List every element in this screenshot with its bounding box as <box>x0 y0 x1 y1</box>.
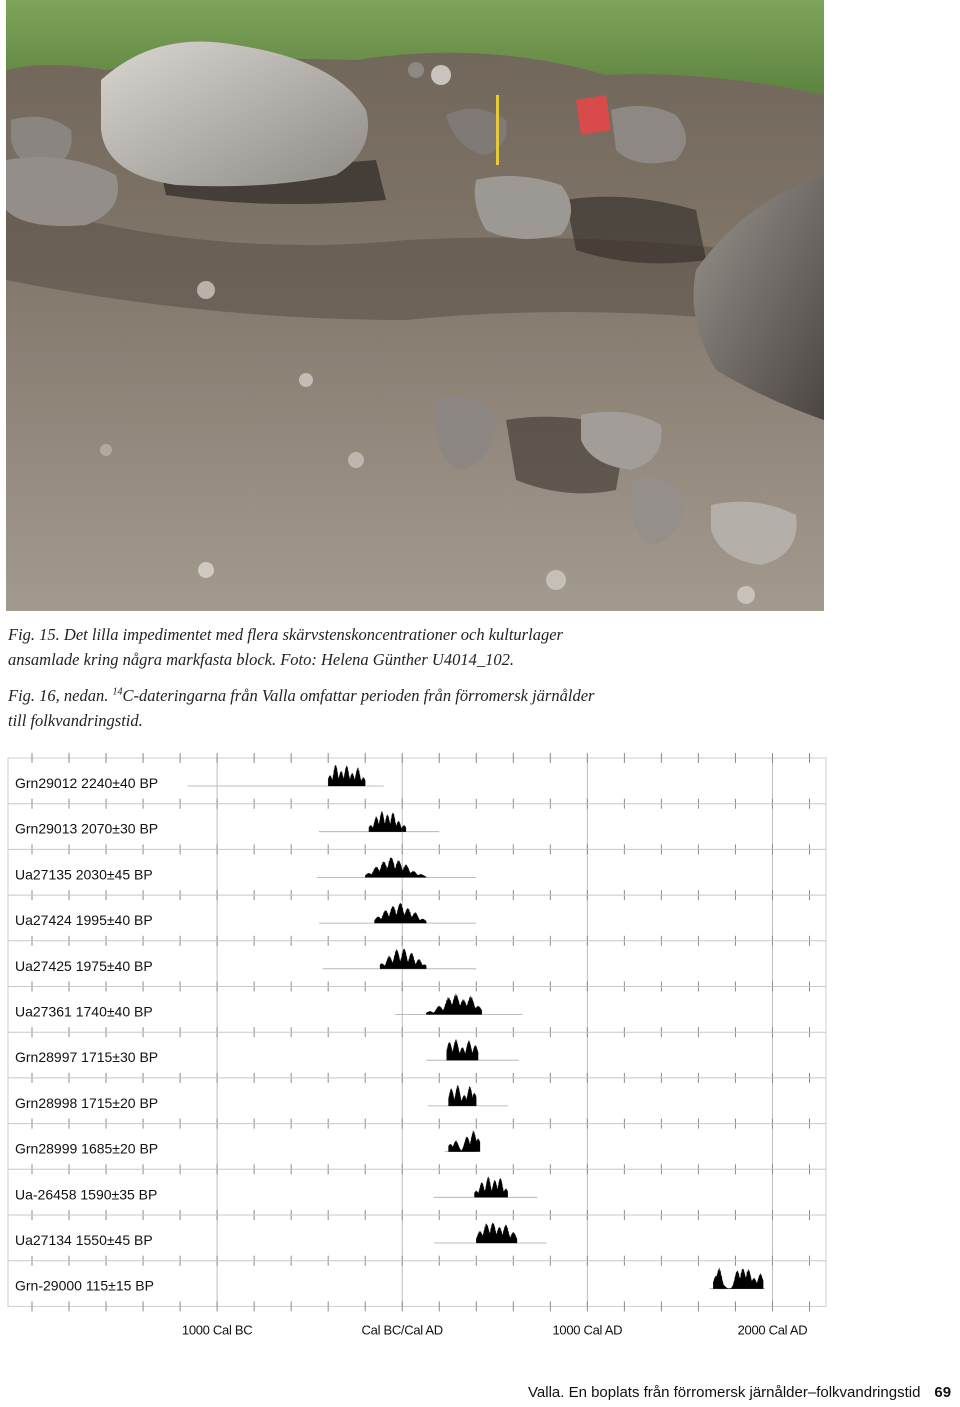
probability-distribution <box>380 949 426 969</box>
caption-line: till folkvandringstid. <box>8 711 143 730</box>
sample-label: Grn28997 1715±30 BP <box>15 1049 159 1066</box>
superscript: 14 <box>112 686 123 698</box>
probability-distribution <box>369 811 406 831</box>
sample-label: Ua27425 1975±40 BP <box>15 957 153 974</box>
sample-label: Ua27424 1995±40 BP <box>15 912 153 929</box>
page-footer <box>528 1384 951 1401</box>
caption-line: Fig. 15. Det lilla impedimentet med flera skärvstenskoncentrationer och kulturlager <box>8 625 563 644</box>
x-tick-label: Cal BC/Cal AD <box>361 1322 443 1338</box>
x-tick-label: 2000 Cal AD <box>737 1322 808 1338</box>
sample-label: Ua27135 2030±45 BP <box>15 866 153 883</box>
probability-distribution <box>365 858 426 878</box>
sample-label: Ua27134 1550±45 BP <box>15 1232 153 1248</box>
caption-prefix: Fig. 16, nedan. <box>8 686 109 705</box>
probability-distribution <box>328 765 365 786</box>
probability-distribution <box>374 903 426 923</box>
sample-label: Grn29012 2240±40 BP <box>15 775 159 791</box>
calibration-chart <box>0 740 960 1350</box>
running-title: Valla. En boplats från förromersk järnålder–folkvandringstid <box>528 1384 921 1401</box>
probability-distribution <box>426 994 482 1015</box>
sample-label: Ua-26458 1590±35 BP <box>15 1186 158 1203</box>
figure-16-caption <box>8 683 908 733</box>
sample-label: Grn-29000 115±15 BP <box>15 1277 154 1294</box>
sample-label: Ua27361 1740±40 BP <box>15 1003 153 1020</box>
x-tick-label: 1000 Cal AD <box>552 1322 623 1338</box>
probability-distribution <box>447 1039 478 1060</box>
probability-distribution <box>449 1085 477 1106</box>
figure-15-caption <box>8 622 908 672</box>
sample-label: Grn28999 1685±20 BP <box>15 1140 159 1157</box>
x-tick-label: 1000 Cal BC <box>181 1322 253 1338</box>
caption-text: C-dateringarna från Valla omfattar perioden från förromersk järnålder <box>122 686 595 705</box>
sample-label: Grn28998 1715±20 BP <box>15 1094 159 1111</box>
probability-distribution <box>476 1223 517 1243</box>
probability-distribution <box>713 1268 763 1289</box>
sample-label: Grn29013 2070±30 BP <box>15 820 159 837</box>
excavation-photo <box>6 0 824 611</box>
probability-distribution <box>449 1131 480 1152</box>
caption-line: ansamlade kring några markfasta block. Foto: Helena Günther U4014_102. <box>8 650 514 669</box>
probability-distribution <box>474 1177 507 1198</box>
page-number: 69 <box>934 1384 952 1401</box>
